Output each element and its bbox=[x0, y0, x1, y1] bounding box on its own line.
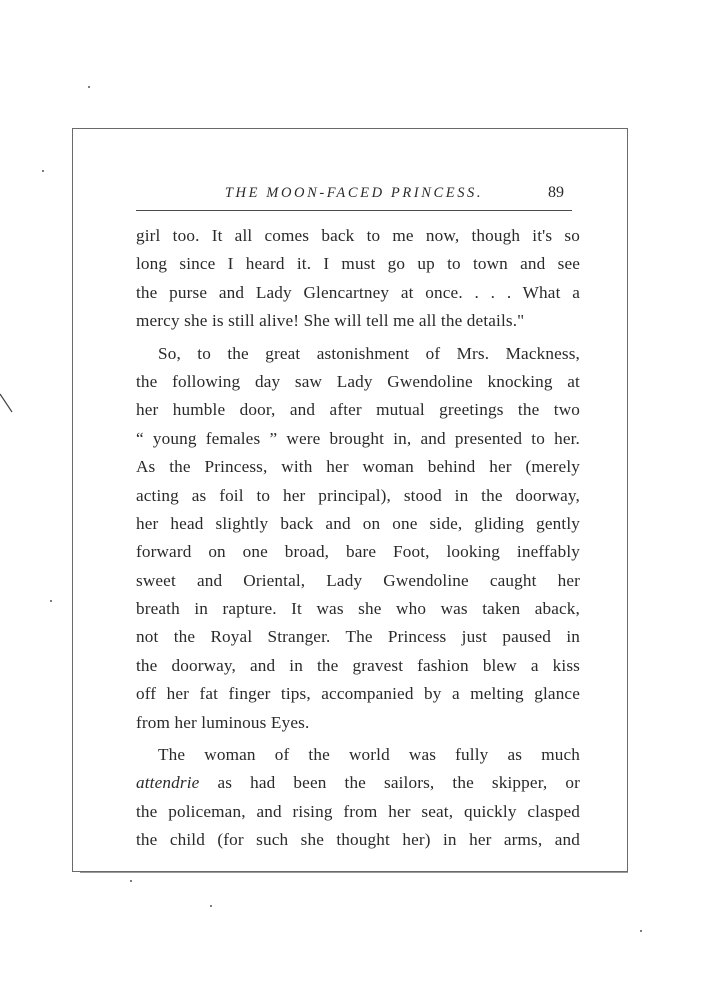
text-line: forward on one broad, bare Foot, looking ineffably bbox=[136, 542, 580, 562]
page-edge-mark bbox=[0, 392, 14, 414]
text-line: not the Royal Stranger. The Princess just paused in bbox=[136, 627, 580, 647]
running-title: THE MOON-FACED PRINCESS. bbox=[224, 185, 484, 201]
text-line: long since I heard it. I must go up to town and see bbox=[136, 254, 580, 274]
text-line: from her luminous Eyes. bbox=[136, 712, 310, 732]
text-line: her head slightly back and on one side, gliding gently bbox=[136, 513, 580, 533]
page-border-bottom-rule bbox=[80, 872, 628, 873]
text-line: girl too. It all comes back to me now, though it's so bbox=[136, 226, 580, 245]
header-rule bbox=[136, 210, 572, 211]
text-line-rest: as had been the sailors, the skipper, or bbox=[217, 773, 580, 793]
paper-speck bbox=[640, 930, 642, 932]
paper-speck bbox=[130, 880, 132, 882]
text-line: mercy she is still alive! She will tell me all the details." bbox=[136, 311, 525, 331]
italic-word: attendrie bbox=[136, 773, 200, 793]
text-line: The woman of the world was fully as much bbox=[158, 745, 580, 765]
text-line: As the Princess, with her woman behind her (merely bbox=[136, 457, 580, 477]
page-number: 89 bbox=[548, 184, 564, 201]
paper-speck bbox=[42, 170, 44, 172]
text-line-with-italic bbox=[136, 769, 580, 797]
text-line: her humble door, and after mutual greetings the two bbox=[136, 400, 580, 420]
text-line: the purse and Lady Glencartney at once. . . . What a bbox=[136, 282, 580, 302]
running-head bbox=[136, 180, 572, 206]
paper-speck bbox=[210, 905, 212, 907]
text-line: off her fat finger tips, accompanied by a melting glance bbox=[136, 684, 580, 704]
paper-speck bbox=[50, 600, 52, 602]
text-line: So, to the great astonishment of Mrs. Mackness, bbox=[158, 343, 580, 363]
text-line: the child (for such she thought her) in her arms, and bbox=[136, 830, 580, 850]
body-text bbox=[136, 222, 580, 855]
text-line: acting as foil to her principal), stood in the doorway, bbox=[136, 485, 580, 505]
paper-speck bbox=[88, 86, 90, 88]
text-line: the doorway, and in the gravest fashion blew a kiss bbox=[136, 655, 580, 675]
text-line: sweet and Oriental, Lady Gwendoline caught her bbox=[136, 570, 580, 590]
text-line: breath in rapture. It was she who was taken aback, bbox=[136, 599, 580, 619]
text-line: the policeman, and rising from her seat, quickly clasped bbox=[136, 801, 580, 821]
text-line: the following day saw Lady Gwendoline knocking at bbox=[136, 371, 580, 391]
text-line: “ young females ” were brought in, and presented to her. bbox=[136, 428, 580, 448]
